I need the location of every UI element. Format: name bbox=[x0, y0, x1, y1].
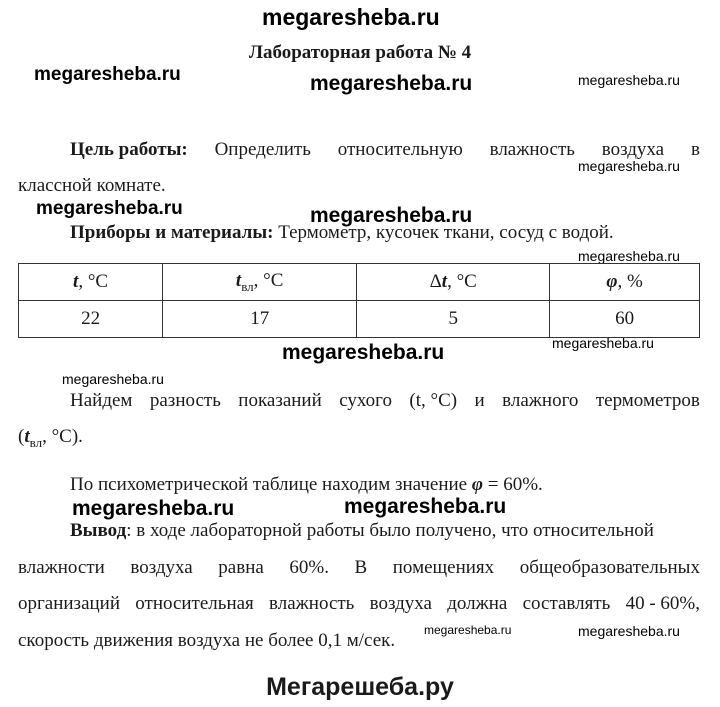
table-row bbox=[19, 301, 700, 338]
difference-line-2: ($t_{вл}$, °C). bbox=[18, 426, 83, 450]
footer-site-name: Мегарешеба.ру bbox=[266, 673, 454, 701]
watermark: megaresheba.ru bbox=[578, 623, 680, 639]
conclusion-label: Вывод bbox=[70, 520, 127, 541]
diff-word: влажного bbox=[502, 390, 579, 411]
watermark: megaresheba.ru bbox=[282, 341, 445, 364]
materials-label: Приборы и материалы: bbox=[70, 222, 274, 243]
watermark: megaresheba.ru bbox=[578, 248, 680, 264]
header-t: t, °C bbox=[19, 264, 163, 301]
watermark: megaresheba.ru bbox=[578, 158, 680, 174]
diff-word: (t, °C) bbox=[409, 390, 458, 411]
goal-word: влажность bbox=[489, 139, 575, 160]
materials-line bbox=[70, 222, 614, 245]
document-title: Лабораторная работа № 4 bbox=[248, 42, 472, 63]
materials-text: Термометр, кусочек ткани, сосуд с водой. bbox=[278, 222, 614, 243]
diff-word: термометров bbox=[595, 390, 700, 411]
conclusion-line-2: влажности воздуха равна 60%. В помещениях общеобразовательных bbox=[18, 557, 700, 578]
watermark: megaresheba.ru bbox=[552, 335, 654, 351]
goal-label: Цель работы: bbox=[70, 139, 188, 160]
conclusion-line-1: Вывод: в ходе лабораторной работы было получено, что относительной bbox=[70, 520, 654, 541]
goal-word: воздуха bbox=[601, 139, 665, 160]
goal-word: Определить bbox=[214, 139, 311, 160]
results-table bbox=[18, 263, 700, 338]
goal-word: относительную bbox=[337, 139, 463, 160]
goal-word: в bbox=[690, 139, 700, 160]
watermark: megaresheba.ru bbox=[34, 64, 181, 85]
header-delta-t: Δt, °C bbox=[357, 264, 550, 301]
watermark: megaresheba.ru bbox=[344, 495, 507, 518]
conclusion-line-4: скорость движения воздуха не более 0,1 м/сек. bbox=[18, 630, 396, 651]
diff-word: показаний bbox=[238, 390, 322, 411]
diff-word: Найдем bbox=[70, 390, 133, 411]
diff-word: сухого bbox=[339, 390, 392, 411]
diff-word: разность bbox=[149, 390, 221, 411]
cell-delta-t: 5 bbox=[357, 301, 550, 338]
cell-t-wet: 17 bbox=[163, 301, 357, 338]
conclusion-line-3: организаций относительная влажность воздуха должна составлять 40 - 60%, bbox=[18, 593, 700, 614]
cell-phi: 60 bbox=[550, 301, 700, 338]
watermark-top: megaresheba.ru bbox=[262, 4, 440, 30]
table-header-row bbox=[19, 264, 700, 301]
watermark: megaresheba.ru bbox=[62, 371, 164, 387]
header-phi: φ, % bbox=[550, 264, 700, 301]
watermark: megaresheba.ru bbox=[310, 72, 473, 95]
watermark: megaresheba.ru bbox=[36, 198, 183, 219]
difference-line-1 bbox=[18, 390, 700, 413]
goal-line-2: классной комнате. bbox=[18, 175, 166, 196]
header-t-wet: $t_{вл}$, °C bbox=[163, 264, 357, 301]
psychro-line: По психометрической таблице находим значение φ = 60%. bbox=[70, 474, 543, 495]
goal-line-1 bbox=[18, 139, 700, 162]
watermark: megaresheba.ru bbox=[310, 204, 473, 227]
watermark: megaresheba.ru bbox=[578, 72, 680, 88]
watermark: megaresheba.ru bbox=[424, 623, 512, 637]
cell-t: 22 bbox=[19, 301, 163, 338]
watermark: megaresheba.ru bbox=[72, 497, 235, 520]
diff-word: и bbox=[474, 390, 485, 411]
